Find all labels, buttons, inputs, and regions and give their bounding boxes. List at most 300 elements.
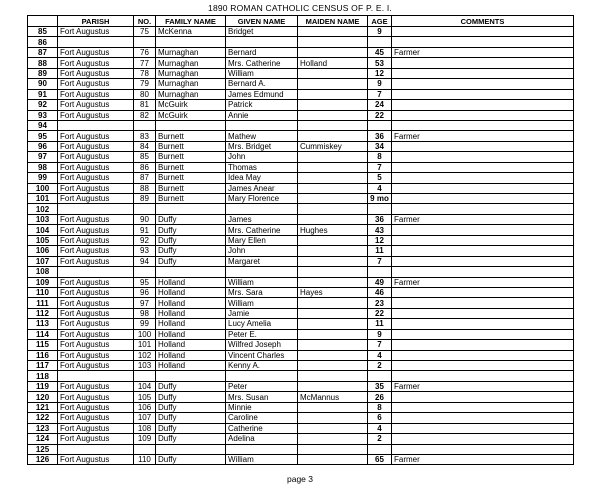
given-name-cell: James [226,214,298,224]
number-cell: 75 [134,27,156,37]
family-name-cell [156,120,226,130]
family-name-cell: Murnaghan [156,47,226,57]
age-cell: 36 [368,131,392,141]
table-row [28,454,574,464]
age-cell [368,371,392,381]
parish-cell: Fort Augustus [58,214,134,224]
number-cell: 77 [134,58,156,68]
family-name-cell [156,371,226,381]
comments-cell: Farmer [392,131,574,141]
row-number-cell: 107 [28,256,58,266]
maiden-name-cell [298,204,368,214]
given-name-cell: Mrs. Catherine [226,58,298,68]
maiden-name-cell [298,68,368,78]
given-name-cell: Bernard A. [226,79,298,89]
family-name-cell: Duffy [156,381,226,391]
given-name-cell: Mary Florence [226,194,298,204]
comments-cell [392,434,574,444]
parish-cell: Fort Augustus [58,298,134,308]
given-name-cell: Thomas [226,162,298,172]
age-cell: 45 [368,47,392,57]
table-row [28,100,574,110]
table-row [28,89,574,99]
comments-cell [392,392,574,402]
maiden-name-cell [298,361,368,371]
age-cell: 8 [368,152,392,162]
family-name-cell: Murnaghan [156,89,226,99]
parish-cell: Fort Augustus [58,162,134,172]
number-cell: 110 [134,454,156,464]
comments-cell [392,152,574,162]
parish-cell: Fort Augustus [58,361,134,371]
row-number-cell: 93 [28,110,58,120]
comments-cell [392,204,574,214]
age-cell: 46 [368,287,392,297]
given-name-cell: Mrs. Susan [226,392,298,402]
given-name-cell: William [226,298,298,308]
table-row [28,308,574,318]
comments-cell [392,361,574,371]
number-cell: 104 [134,381,156,391]
comments-cell [392,235,574,245]
comments-cell [392,37,574,47]
row-number-cell: 104 [28,225,58,235]
age-cell: 23 [368,298,392,308]
maiden-name-cell [298,47,368,57]
maiden-name-cell [298,413,368,423]
number-cell: 100 [134,329,156,339]
table-row [28,225,574,235]
given-name-cell: Jamie [226,308,298,318]
number-cell [134,267,156,277]
maiden-name-cell [298,152,368,162]
row-number-cell: 112 [28,308,58,318]
parish-cell: Fort Augustus [58,47,134,57]
number-cell: 82 [134,110,156,120]
age-cell: 7 [368,89,392,99]
comments-cell [392,308,574,318]
number-cell [134,120,156,130]
census-body [28,27,574,465]
number-cell [134,37,156,47]
family-name-cell: Duffy [156,256,226,266]
family-name-cell: Murnaghan [156,79,226,89]
family-name-cell: McGuirk [156,100,226,110]
comments-cell [392,444,574,454]
number-cell: 99 [134,319,156,329]
row-number-cell: 99 [28,173,58,183]
parish-cell: Fort Augustus [58,454,134,464]
comments-cell [392,162,574,172]
comments-cell: Farmer [392,47,574,57]
row-number-cell: 95 [28,131,58,141]
parish-cell: Fort Augustus [58,277,134,287]
comments-cell [392,340,574,350]
table-row [28,329,574,339]
family-name-cell: Holland [156,361,226,371]
maiden-name-cell: Holland [298,58,368,68]
row-number-cell: 87 [28,47,58,57]
row-number-cell: 90 [28,79,58,89]
given-name-cell [226,444,298,454]
age-cell: 11 [368,319,392,329]
family-name-cell: Holland [156,319,226,329]
comments-cell [392,89,574,99]
maiden-name-cell [298,454,368,464]
age-cell: 5 [368,173,392,183]
table-row [28,413,574,423]
age-cell: 2 [368,361,392,371]
family-name-cell: Duffy [156,413,226,423]
given-name-cell: Annie [226,110,298,120]
given-name-cell: Catherine [226,423,298,433]
comments-cell [392,256,574,266]
maiden-name-cell [298,402,368,412]
table-row [28,47,574,57]
family-name-cell: Holland [156,329,226,339]
family-name-cell [156,204,226,214]
given-name-cell: James Anear [226,183,298,193]
table-row [28,434,574,444]
comments-cell [392,194,574,204]
parish-cell: Fort Augustus [58,183,134,193]
comments-cell [392,173,574,183]
parish-cell: Fort Augustus [58,152,134,162]
number-cell: 84 [134,141,156,151]
comments-cell: Farmer [392,277,574,287]
comments-cell [392,110,574,120]
maiden-name-cell [298,340,368,350]
age-cell: 9 mo [368,194,392,204]
parish-cell: Fort Augustus [58,173,134,183]
table-row [28,79,574,89]
age-cell: 35 [368,381,392,391]
row-number-cell: 115 [28,340,58,350]
given-name-cell: Bridget [226,27,298,37]
maiden-name-cell [298,329,368,339]
given-name-cell [226,267,298,277]
row-number-cell: 85 [28,27,58,37]
row-number-cell: 100 [28,183,58,193]
table-row [28,350,574,360]
maiden-name-cell [298,173,368,183]
table-row [28,277,574,287]
parish-cell [58,120,134,130]
age-cell: 22 [368,110,392,120]
number-cell: 89 [134,194,156,204]
row-number-cell: 103 [28,214,58,224]
family-name-cell: Burnett [156,152,226,162]
age-cell: 11 [368,246,392,256]
table-row [28,194,574,204]
row-number-cell: 89 [28,68,58,78]
number-cell: 78 [134,68,156,78]
maiden-name-cell [298,434,368,444]
table-row [28,402,574,412]
given-name-cell: Peter E. [226,329,298,339]
given-name-cell: Vincent Charles [226,350,298,360]
number-cell: 83 [134,131,156,141]
row-number-cell: 114 [28,329,58,339]
parish-cell: Fort Augustus [58,381,134,391]
age-cell: 4 [368,350,392,360]
table-row [28,173,574,183]
row-number-cell: 92 [28,100,58,110]
age-cell: 22 [368,308,392,318]
comments-cell [392,329,574,339]
row-number-cell: 126 [28,454,58,464]
table-row [28,381,574,391]
table-row [28,423,574,433]
number-cell: 102 [134,350,156,360]
comments-cell: Farmer [392,381,574,391]
table-row [28,152,574,162]
parish-cell: Fort Augustus [58,27,134,37]
parish-cell: Fort Augustus [58,235,134,245]
table-row [28,68,574,78]
parish-cell: Fort Augustus [58,246,134,256]
parish-cell: Fort Augustus [58,319,134,329]
row-number-cell: 123 [28,423,58,433]
number-cell: 109 [134,434,156,444]
table-row [28,267,574,277]
comments-cell [392,319,574,329]
family-name-cell: Duffy [156,392,226,402]
comments-cell [392,298,574,308]
maiden-name-cell [298,319,368,329]
age-cell: 36 [368,214,392,224]
maiden-name-cell [298,298,368,308]
comments-cell: Farmer [392,214,574,224]
parish-cell: Fort Augustus [58,329,134,339]
row-number-cell: 97 [28,152,58,162]
family-name-cell: Burnett [156,173,226,183]
table-row [28,162,574,172]
family-name-cell: McKenna [156,27,226,37]
family-name-cell: Holland [156,350,226,360]
parish-cell [58,37,134,47]
maiden-name-cell: Hughes [298,225,368,235]
family-name-cell: Duffy [156,225,226,235]
parish-cell [58,204,134,214]
age-cell: 9 [368,79,392,89]
number-cell: 107 [134,413,156,423]
parish-cell: Fort Augustus [58,287,134,297]
comments-cell [392,402,574,412]
comments-cell [392,423,574,433]
family-name-cell: Holland [156,340,226,350]
number-cell [134,444,156,454]
row-number-cell: 94 [28,120,58,130]
maiden-name-cell [298,235,368,245]
number-cell: 96 [134,287,156,297]
parish-cell [58,267,134,277]
table-row [28,214,574,224]
row-number-cell: 96 [28,141,58,151]
number-cell: 94 [134,256,156,266]
number-cell: 97 [134,298,156,308]
table-row [28,371,574,381]
parish-cell: Fort Augustus [58,340,134,350]
number-cell: 108 [134,423,156,433]
table-row [28,298,574,308]
number-cell: 91 [134,225,156,235]
comments-cell [392,79,574,89]
family-name-cell: Duffy [156,246,226,256]
comments-cell [392,246,574,256]
page-title: 1890 ROMAN CATHOLIC CENSUS OF P. E. I. [208,3,392,13]
parish-cell: Fort Augustus [58,194,134,204]
number-cell: 79 [134,79,156,89]
header-row [28,16,574,27]
given-name-cell [226,204,298,214]
family-name-cell: Holland [156,308,226,318]
given-name-cell: Wilfred Joseph [226,340,298,350]
family-name-cell: Duffy [156,235,226,245]
row-number-cell: 106 [28,246,58,256]
age-cell: 65 [368,454,392,464]
given-name-cell: Kenny A. [226,361,298,371]
maiden-name-cell [298,131,368,141]
row-number-cell: 117 [28,361,58,371]
given-name-cell: Lucy Amelia [226,319,298,329]
parish-cell: Fort Augustus [58,141,134,151]
given-name-cell: Mrs. Bridget [226,141,298,151]
parish-cell [58,371,134,381]
comments-cell [392,68,574,78]
table-row [28,256,574,266]
header-age: AGE [368,16,392,27]
parish-cell: Fort Augustus [58,402,134,412]
parish-cell: Fort Augustus [58,392,134,402]
number-cell: 87 [134,173,156,183]
comments-cell: Farmer [392,454,574,464]
row-number-cell: 88 [28,58,58,68]
table-row [28,58,574,68]
given-name-cell: Mrs. Sara [226,287,298,297]
header-family-name: FAMILY NAME [156,16,226,27]
given-name-cell: William [226,454,298,464]
given-name-cell: Peter [226,381,298,391]
family-name-cell [156,444,226,454]
comments-cell [392,267,574,277]
table-row [28,27,574,37]
given-name-cell: John [226,246,298,256]
header-maiden-name: MAIDEN NAME [298,16,368,27]
age-cell: 2 [368,434,392,444]
maiden-name-cell: Cummiskey [298,141,368,151]
number-cell: 98 [134,308,156,318]
parish-cell: Fort Augustus [58,110,134,120]
maiden-name-cell [298,120,368,130]
row-number-cell: 86 [28,37,58,47]
maiden-name-cell [298,371,368,381]
age-cell [368,267,392,277]
row-number-cell: 120 [28,392,58,402]
row-number-cell: 91 [28,89,58,99]
family-name-cell: Burnett [156,183,226,193]
row-number-cell: 124 [28,434,58,444]
number-cell [134,204,156,214]
given-name-cell [226,37,298,47]
table-row [28,120,574,130]
row-number-cell: 118 [28,371,58,381]
census-table [27,15,574,465]
table-row [28,444,574,454]
maiden-name-cell: Hayes [298,287,368,297]
header-parish: PARISH [58,16,134,27]
maiden-name-cell: McMannus [298,392,368,402]
parish-cell: Fort Augustus [58,100,134,110]
maiden-name-cell [298,89,368,99]
number-cell: 81 [134,100,156,110]
family-name-cell: Duffy [156,402,226,412]
table-row [28,340,574,350]
given-name-cell: Mary Ellen [226,235,298,245]
row-number-cell: 125 [28,444,58,454]
comments-cell [392,413,574,423]
maiden-name-cell [298,183,368,193]
parish-cell: Fort Augustus [58,58,134,68]
row-number-cell: 105 [28,235,58,245]
comments-cell [392,183,574,193]
age-cell: 24 [368,100,392,110]
number-cell [134,371,156,381]
given-name-cell: Adelina [226,434,298,444]
maiden-name-cell [298,79,368,89]
age-cell: 8 [368,402,392,412]
table-row [28,392,574,402]
maiden-name-cell [298,381,368,391]
family-name-cell [156,267,226,277]
number-cell: 80 [134,89,156,99]
row-number-cell: 116 [28,350,58,360]
given-name-cell: Patrick [226,100,298,110]
age-cell [368,204,392,214]
family-name-cell: Burnett [156,131,226,141]
given-name-cell: William [226,277,298,287]
age-cell: 49 [368,277,392,287]
age-cell: 7 [368,162,392,172]
number-cell: 86 [134,162,156,172]
parish-cell: Fort Augustus [58,256,134,266]
maiden-name-cell [298,267,368,277]
given-name-cell: Bernard [226,47,298,57]
given-name-cell: Idea May [226,173,298,183]
number-cell: 101 [134,340,156,350]
comments-cell [392,350,574,360]
parish-cell: Fort Augustus [58,79,134,89]
family-name-cell: Holland [156,277,226,287]
age-cell: 9 [368,329,392,339]
age-cell [368,444,392,454]
given-name-cell: Margaret [226,256,298,266]
table-row [28,287,574,297]
number-cell: 76 [134,47,156,57]
comments-cell [392,120,574,130]
number-cell: 105 [134,392,156,402]
comments-cell [392,141,574,151]
maiden-name-cell [298,37,368,47]
parish-cell: Fort Augustus [58,434,134,444]
parish-cell: Fort Augustus [58,423,134,433]
row-number-cell: 111 [28,298,58,308]
maiden-name-cell [298,277,368,287]
family-name-cell: Murnaghan [156,68,226,78]
parish-cell: Fort Augustus [58,225,134,235]
row-number-cell: 113 [28,319,58,329]
parish-cell: Fort Augustus [58,350,134,360]
